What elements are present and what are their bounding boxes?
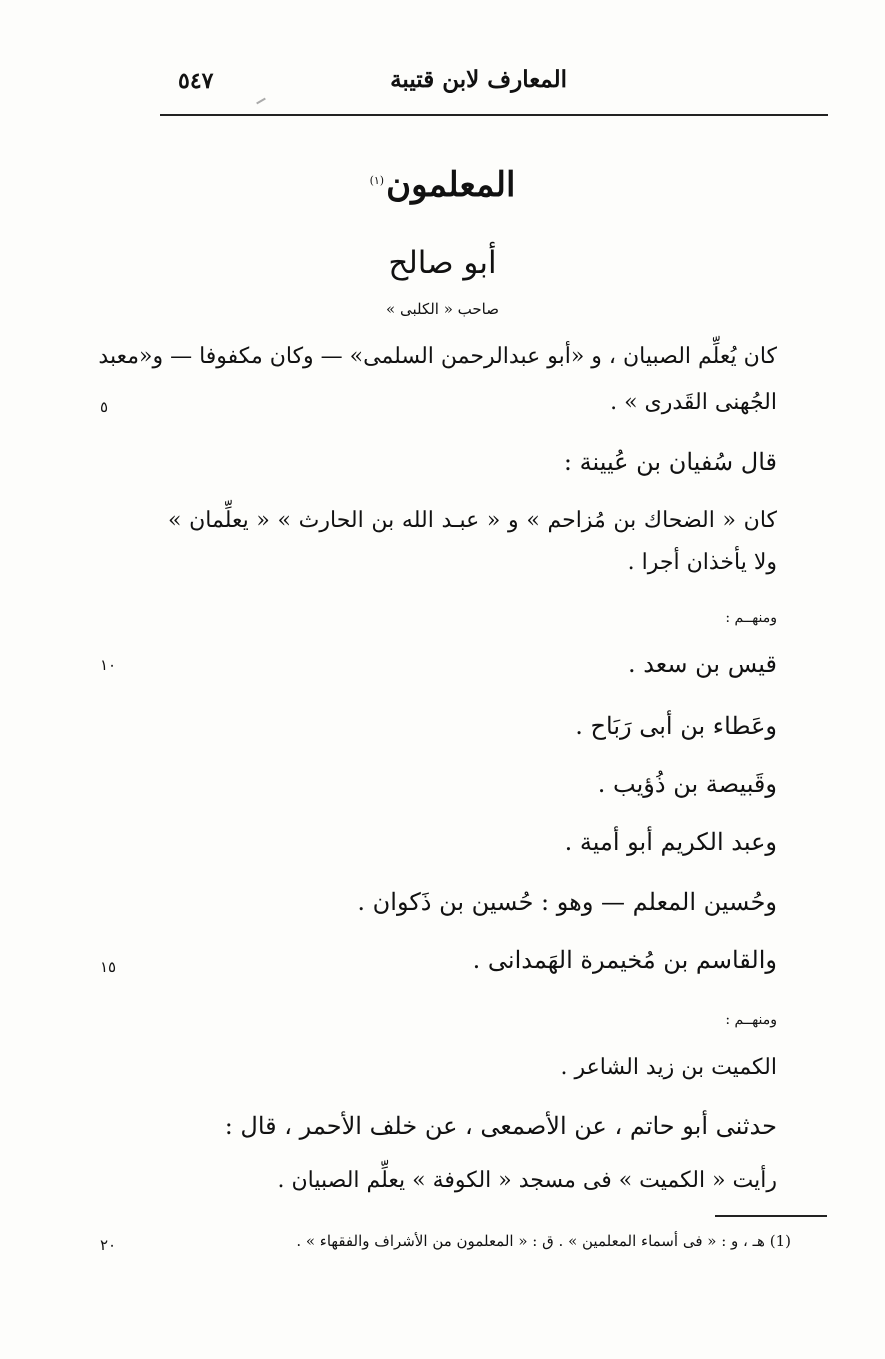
chapter-title [0,165,885,205]
body-line-15: حدثنى أبو حاتم ، عن الأصمعى ، عن خلف الأحمر ، قال : [224,1112,777,1140]
page-number: ٥٤٧ [178,68,214,94]
header-rule [160,114,828,116]
running-header-title: المعارف لابن قتيبة [390,66,567,93]
body-line-13: ومنهــم : [725,1012,777,1028]
section-subtitle: صاحب « الكلبى » [386,300,499,318]
body-line-5: ولا يأخذان أجرا . [627,550,777,575]
paper-speck [256,98,266,105]
body-line-2: الجُهنى القَدرى » . [610,390,777,415]
body-line-4: كان « الضحاك بن مُزاحم » و « عبـد الله بن الحارث » « يعلِّمان » [168,508,777,533]
chapter-title-text: المعلمون [386,165,516,205]
body-line-12: والقاسم بن مُخيمرة الهَمدانى . [472,946,777,974]
line-number-5: ٥ [100,398,109,416]
body-line-6: ومنهــم : [725,610,777,626]
body-line-7: قيس بن سعد . [627,650,777,678]
line-number-20: ٢٠ [100,1236,117,1254]
footnote-text: هـ ، و : « فى أسماء المعلمين » . ق : « المعلمون من الأشراف والفقهاء » . [296,1232,765,1250]
body-line-10: وعبد الكريم أبو أمية . [564,828,777,856]
footnote-rule [715,1215,827,1217]
body-line-16: رأيت « الكميت » فى مسجد « الكوفة » يعلِّم الصبيان . [277,1168,777,1193]
body-line-1: كان يُعلِّم الصبيان ، و «أبو عبدالرحمن السلمى» — وكان مكفوفا — و«معبد [98,344,777,369]
footnote-marker: (1) [769,1232,791,1250]
body-line-8: وعَطاء بن أبى رَبَاح . [575,712,777,740]
body-line-9: وقَبيصة بن ذُؤيب . [597,770,777,798]
line-number-15: ١٥ [100,958,117,976]
chapter-footnote-ref: (١) [369,173,385,187]
section-title: أبو صالح [388,245,497,281]
body-line-11: وحُسين المعلم — وهو : حُسين بن ذَكوان . [357,888,777,916]
body-line-14: الكميت بن زيد الشاعر . [560,1055,777,1080]
footnote [296,1232,791,1250]
line-number-10: ١٠ [100,656,117,674]
body-line-3: قال سُفيان بن عُيينة : [563,448,777,476]
